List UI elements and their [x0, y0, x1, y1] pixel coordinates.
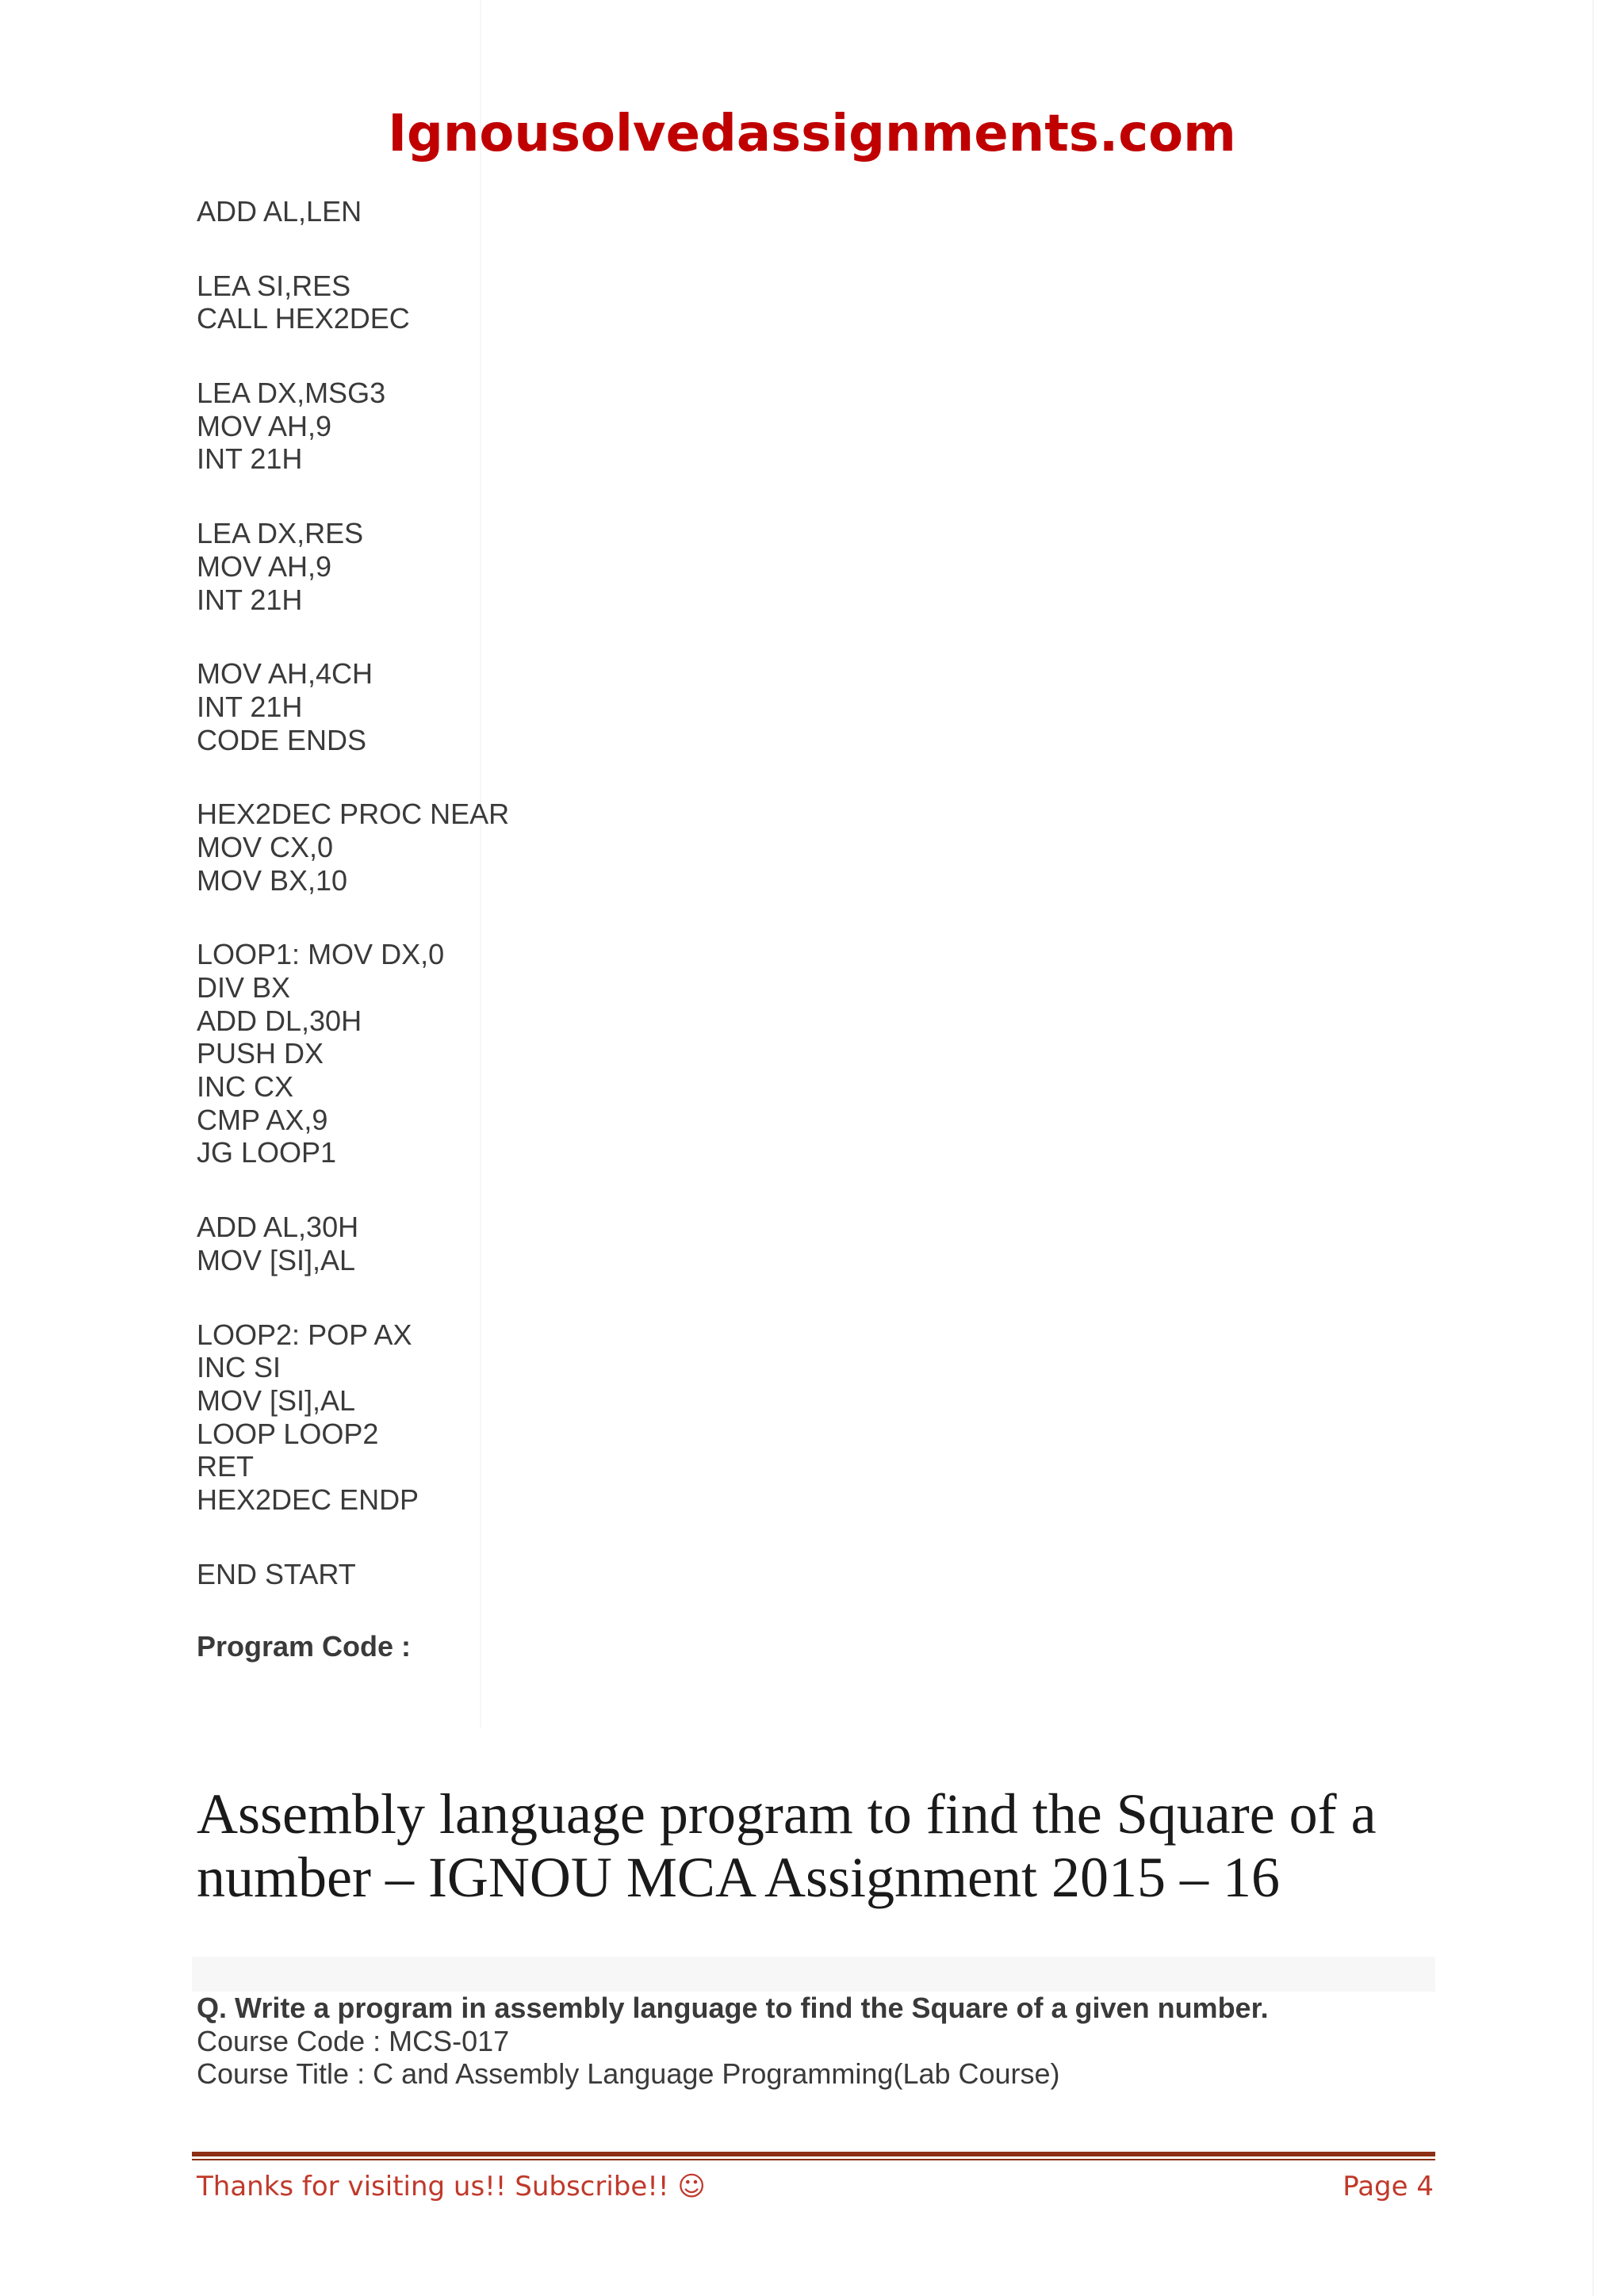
article-heading: Assembly language program to find the Square of a number – IGNOU MCA Assignment 2015 – 16 [197, 1782, 1377, 1909]
code-line: ADD AL,LEN [197, 195, 362, 228]
code-line: INT 21H [197, 690, 303, 723]
code-block-gap [197, 616, 990, 657]
code-block-gap [197, 335, 990, 377]
code-line: LEA DX,RES [197, 517, 364, 550]
code-line: MOV [SI],AL [197, 1383, 356, 1417]
margin-guide-line [1592, 0, 1594, 2296]
code-block-gap [197, 897, 990, 938]
code-block-gap [197, 476, 990, 517]
code-block-gap [197, 1277, 990, 1318]
code-line: ADD AL,30H [197, 1211, 359, 1244]
code-block-gap [197, 228, 990, 270]
code-line: ADD DL,30H [197, 1004, 362, 1037]
site-title: Ignousolvedassignments.com [388, 105, 1236, 163]
code-line: END START [197, 1557, 356, 1590]
code-line: MOV BX,10 [197, 863, 348, 897]
code-line: CODE ENDS [197, 723, 367, 756]
course-code: Course Code : MCS-017 [197, 2024, 510, 2057]
code-line: INT 21H [197, 442, 303, 476]
code-block-gap [197, 1169, 990, 1211]
question-text: Q. Write a program in assembly language to find the Square of a given number. [197, 1992, 1269, 2024]
code-line: CALL HEX2DEC [197, 302, 410, 335]
code-block-gap [197, 756, 990, 798]
footer-message: Thanks for visiting us!! Subscribe!! ☺ [197, 2171, 706, 2202]
page-number: Page 4 [1342, 2171, 1434, 2202]
footer-rule-thin [192, 2159, 1435, 2160]
code-line: INT 21H [197, 583, 303, 616]
code-line: INC CX [197, 1070, 294, 1104]
code-line: LOOP1: MOV DX,0 [197, 938, 445, 971]
code-line: MOV AH,9 [197, 549, 332, 583]
code-block-gap [197, 1517, 990, 1558]
code-line: RET [197, 1450, 254, 1483]
code-line: MOV CX,0 [197, 830, 334, 863]
code-line: INC SI [197, 1351, 282, 1384]
code-listing [197, 195, 990, 1590]
code-line: JG LOOP1 [197, 1136, 337, 1169]
code-line: MOV AH,4CH [197, 657, 373, 691]
code-line: DIV BX [197, 971, 291, 1004]
heading-separator [192, 1957, 1435, 1992]
code-line: PUSH DX [197, 1037, 324, 1070]
question-block [197, 1992, 1545, 2091]
code-line: MOV [SI],AL [197, 1243, 356, 1276]
code-line: HEX2DEC ENDP [197, 1483, 419, 1516]
code-line: MOV AH,9 [197, 409, 332, 442]
program-code-label: Program Code : [197, 1630, 412, 1663]
footer-rule [192, 2152, 1435, 2156]
code-line: LOOP LOOP2 [197, 1417, 379, 1450]
course-title: Course Title : C and Assembly Language Programming(Lab Course) [197, 2057, 1060, 2091]
code-line: CMP AX,9 [197, 1103, 328, 1136]
code-line: LOOP2: POP AX [197, 1318, 412, 1351]
code-line: HEX2DEC PROC NEAR [197, 798, 510, 831]
code-line: LEA DX,MSG3 [197, 377, 386, 410]
code-line: LEA SI,RES [197, 269, 351, 302]
